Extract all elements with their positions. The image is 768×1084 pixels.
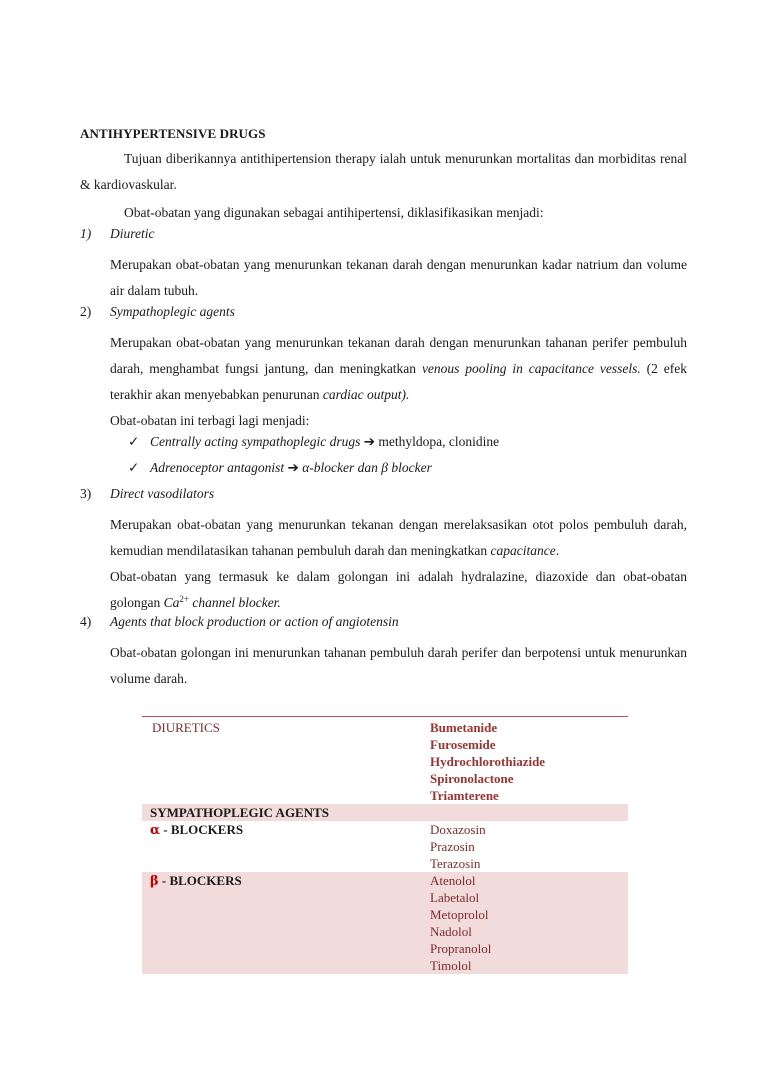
sympathoplegic-empty: [422, 804, 628, 821]
check-icon: ✓: [128, 460, 140, 475]
drug-name: Spironolactone: [430, 771, 514, 786]
drug-name: Propranolol: [430, 941, 492, 956]
table-row-alpha-blockers: [142, 821, 628, 872]
arrow-right-icon: ➔: [363, 434, 376, 449]
item-3-body-2: [110, 564, 687, 616]
sub-item-1-italic: Centrally acting sympathoplegic drugs: [150, 434, 361, 449]
drug-name: Hydrochlorothiazide: [430, 754, 546, 769]
item-2-body-text-2: (2 efek terakhir akan menyebabkan penurunan: [110, 361, 687, 402]
item-2-body: [110, 330, 687, 408]
page-title: ANTIHYPERTENSIVE DRUGS: [80, 126, 266, 141]
item-3-body2-ca: Ca: [163, 595, 180, 610]
sub-item-2-text: α-blocker dan β blocker: [298, 460, 432, 475]
item-3-body-end: .: [555, 543, 560, 558]
drug-name: Nadolol: [430, 924, 472, 939]
sub-item-adrenoceptor: [128, 460, 432, 476]
item-1-body: Merupakan obat-obatan yang menurunkan tekanan darah dengan menurunkan kadar natrium dan volume air dalam tubuh.: [110, 257, 687, 298]
sub-item-centrally-acting: [128, 434, 499, 450]
item-2-subintro: Obat-obatan ini terbagi lagi menjadi:: [110, 413, 310, 428]
item-2-body-text: Merupakan obat-obatan yang menurunkan tekanan darah dengan menurunkan tahanan perifer pembuluh darah, menghambat fungsi jantung, dan meningkatkan: [110, 335, 687, 376]
beta-blockers-label: [142, 872, 422, 974]
item-1-number: 1): [80, 226, 92, 241]
sub-item-2-italic: Adrenoceptor antagonist: [150, 460, 285, 475]
table-row-beta-blockers: [142, 872, 628, 974]
drug-name: Bumetanide: [430, 720, 498, 735]
diuretics-drug-list: [422, 717, 628, 805]
diuretics-label: DIURETICS: [142, 717, 422, 805]
item-3-body2-italic: channel blocker.: [188, 595, 281, 610]
item-3-body-text: Merupakan obat-obatan yang menurunkan tekanan dengan merelaksasikan otot polos pembuluh darah, kemudian mendilatasikan tahanan pembuluh darah dan meningkatkan: [110, 517, 687, 558]
intro-paragraph-1: Tujuan diberikannya antithipertension therapy ialah untuk menurunkan mortalitas dan morbiditas renal & kardiovaskular.: [80, 151, 687, 192]
alpha-blockers-label: [142, 821, 422, 872]
alpha-blockers-text: - BLOCKERS: [160, 822, 244, 837]
alpha-drug-list: [422, 821, 628, 872]
table-row-diuretics: [142, 717, 628, 805]
sub-item-1-text: methyldopa, clonidine: [375, 434, 500, 449]
beta-blockers-text: - BLOCKERS: [158, 873, 242, 888]
item-4-body: Obat-obatan golongan ini menurunkan tahanan pembuluh darah perifer dan berpotensi untuk menurunkan volume darah.: [110, 645, 687, 686]
drug-name: Timolol: [430, 958, 472, 973]
arrow-right-icon: ➔: [287, 460, 299, 475]
item-2-body-italic-2: cardiac output).: [322, 387, 410, 402]
item-4-number: 4): [80, 614, 92, 629]
drug-name: Furosemide: [430, 737, 496, 752]
item-2-body-italic: venous pooling in capacitance vessels.: [421, 361, 641, 376]
item-3-body2-sup: 2+: [179, 594, 189, 604]
item-3-heading: Direct vasodilators: [110, 486, 215, 501]
alpha-symbol: α: [150, 823, 161, 838]
beta-symbol: β: [150, 874, 159, 889]
drug-name: Labetalol: [430, 890, 480, 905]
drug-classification-table: [142, 716, 628, 974]
item-2-number: 2): [80, 304, 92, 319]
drug-name: Doxazosin: [430, 822, 486, 837]
drug-name: Prazosin: [430, 839, 475, 854]
drug-name: Metoprolol: [430, 907, 489, 922]
item-3-body-italic: capacitance: [490, 543, 556, 558]
beta-drug-list: [422, 872, 628, 974]
drug-name: Terazosin: [430, 856, 481, 871]
drug-name: Triamterene: [430, 788, 499, 803]
item-3-body: [110, 512, 687, 564]
drug-name: Atenolol: [430, 873, 476, 888]
item-1-heading: Diuretic: [110, 226, 155, 241]
table-row-sympathoplegic: [142, 804, 628, 821]
check-icon: ✓: [128, 434, 140, 449]
item-3-body2-text: Obat-obatan yang termasuk ke dalam golongan ini adalah hydralazine, diazoxide dan obat-obatan golongan: [110, 569, 687, 610]
sympathoplegic-label: SYMPATHOPLEGIC AGENTS: [142, 804, 422, 821]
item-3-number: 3): [80, 486, 92, 501]
item-4-heading: Agents that block production or action of angiotensin: [110, 614, 399, 629]
intro-paragraph-2: Obat-obatan yang digunakan sebagai antihipertensi, diklasifikasikan menjadi:: [124, 205, 544, 220]
item-2-heading: Sympathoplegic agents: [110, 304, 235, 319]
